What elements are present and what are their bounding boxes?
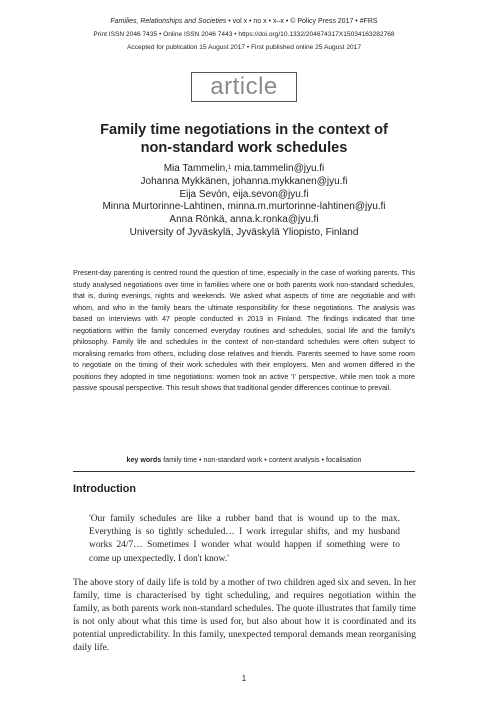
journal-citation: [0, 18, 488, 25]
abstract: Present-day parenting is centred round the question of time, especially in the case of working parents. This study analysed negotiations over time in families where one or both parents work non-standard schedules, that is, during evenings, nights and weekends. We asked what aspects of time are negotiable and with whom, and who in the family bears the ultimate responsibility for these negotiations. The analysis was based on interviews with 47 people conducted in 2013 in Finland. The findings indicated that time negotiations within the family concerned everyday routines and schedules, social life and the family's philosophy. Family life and schedules in the context of non-standard schedules were often subject to moralising remarks from others, including close relatives and friends. Parents seemed to have some room to negotiate on the timing of their work schedules with their employers. Men and women differed in the positions they adopted in time negotiations: women took an active 'I' perspective, while men took a more passive spousal perspective. This result shows that traditional gender differences continue to prevail.: [73, 269, 415, 393]
author-1-footnote-marker: 1: [227, 165, 232, 171]
author-1-name: Mia Tammelin,: [163, 163, 228, 174]
section-divider: [73, 471, 415, 472]
author-1-email: mia.tammelin@jyu.fi: [231, 163, 325, 174]
author-list: [0, 163, 488, 240]
article-type-label: article: [191, 72, 297, 102]
author-3: Eija Sevón, eija.sevon@jyu.fi: [179, 188, 309, 200]
keywords: [0, 456, 488, 464]
author-4: Minna Murtorinne-Lahtinen, minna.m.murtorinne-lahtinen@jyu.fi: [102, 201, 386, 213]
keywords-list: family time • non-standard work • content analysis • focalisation: [161, 456, 362, 464]
affiliation: University of Jyväskylä, Jyväskylä Yliopisto, Finland: [129, 226, 359, 238]
publication-dates: Accepted for publication 15 August 2017 • First published online 25 August 2017: [127, 44, 361, 51]
page-number: 1: [241, 674, 247, 683]
title-line-2: non-standard work schedules: [140, 140, 348, 156]
author-1: [0, 163, 488, 176]
block-quote: 'Our family schedules are like a rubber band that is wound up to the max. Everything is so tightly scheduled… I work irregular shifts, and my husband works 24/7… Sometimes I wonder what would happen if something were to come up unexpectedly. I don't know.': [89, 514, 400, 564]
issn-doi-line: Print ISSN 2046 7435 • Online ISSN 2046 7443 • https://doi.org/10.1332/204674317X15034163282768: [93, 31, 395, 38]
keywords-label: key words: [126, 456, 162, 464]
journal-name: Families, Relationships and Societies: [110, 18, 227, 25]
journal-volume-info: • vol x • no x • x–x • © Policy Press 2017 • #FRS: [226, 18, 378, 25]
author-5: Anna Rönkä, anna.k.ronka@jyu.fi: [169, 214, 319, 226]
author-2: Johanna Mykkänen, johanna.mykkanen@jyu.fi: [140, 175, 348, 187]
body-paragraph: The above story of daily life is told by a mother of two children aged six and seven. In her family, time is characterised by tight scheduling, and requires negotiation within the family, as both parents work non-standard schedules. The quote illustrates that family time is not only about what this time is used for, but also about how it is coordinated and its potential unpredictability. In this family, unexpected temporal demands mean reorganising daily life.: [73, 578, 416, 654]
paper-title: [0, 121, 488, 157]
section-heading-introduction: Introduction: [73, 483, 136, 495]
title-line-1: Family time negotiations in the context of: [100, 122, 388, 138]
